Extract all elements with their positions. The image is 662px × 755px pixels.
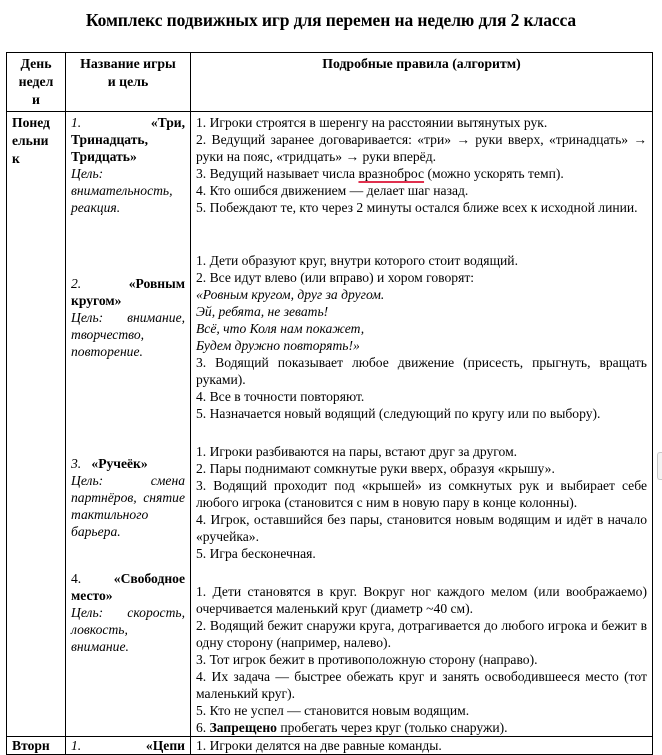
table-header-row xyxy=(7,53,653,112)
game-3-name: 3. «Ручеёк» Цель: смена партнёров, снятие тактильного барьера. xyxy=(71,456,185,539)
chant-line: Всё, что Коля нам покажет, xyxy=(196,321,365,336)
game-1-rules: 1. Игроки строятся в шеренгу на расстоянии вытянутых рук. 2. Ведущий заранее договаривается: «три» → руки вверх, «тринадцать» → руки на пояс, «тридцать» → руки вперёд. 3. Ведущий называет числа вразноброс (можно ускорять темп). 4. Кто ошибся движением — делает шаг назад. 5. Побеждают те, кто через 2 минуты остался ближе всех к исходной линии. xyxy=(196,115,647,215)
game-4-name: 4. «Свободное место» Цель: скорость, ловкость, внимание. xyxy=(71,571,185,654)
header-rules: Подробные правила (алгоритм) xyxy=(191,53,653,112)
games-table xyxy=(6,52,653,755)
document-title: Комплекс подвижных игр для перемен на неделю для 2 класса xyxy=(85,10,577,30)
day-cell-monday: Понед ельни к xyxy=(7,112,66,737)
game-2-goal: Цель: внимание, творчество, повторение. xyxy=(71,310,185,359)
chant-line: Эй, ребята, не зевать! xyxy=(196,304,329,319)
game-3-rules: 1. Игроки разбиваются на пары, встают друг за другом. 2. Пары поднимают сомкнутые руки вверх, образуя «крышу». 3. Водящий проходит под «крышей» из сомкнутых рук и выбирает себе любого игрока (становится с ним в новую пару в конце колонны). 4. Игрок, оставшийся без пары, становится новым водящим и идёт в начало «ручейка». 5. Игра бесконечная. xyxy=(196,444,647,561)
game-4-rules: 1. Дети становятся в круг. Вокруг ног каждого мелом (или воображаемо) очерчивается маленький круг (диаметр ~40 см). 2. Водящий бежит снаружи круга, дотрагивается до любого игрока и бежит в одну сторону (например, налево). 3. Тот игрок бежит в противоположную сторону (направо). 4. Их задача — быстрее обежать круг и занять освободившееся место (тот маленький круг). 5. Кто не успел — становится новым водящим. 6. Запрещено пробегать через круг (только снаружи). xyxy=(196,584,647,735)
game-4-goal: Цель: скорость, ловкость, внимание. xyxy=(71,605,185,654)
chant-line: Будем дружно повторять!» xyxy=(196,338,360,353)
game-rules-cell-tuesday: 1. Игроки делятся на две равные команды. xyxy=(191,737,653,755)
game-names-cell xyxy=(66,112,191,737)
chant-line: «Ровным кругом, друг за другом. xyxy=(196,287,385,302)
side-panel-handle[interactable] xyxy=(657,452,662,480)
game-rules-cell xyxy=(191,112,653,737)
header-day: День недел и xyxy=(7,53,66,112)
day-cell-tuesday: Вторн xyxy=(7,737,66,755)
table-row-monday xyxy=(7,112,653,737)
spellcheck-underlined-word: вразноброс xyxy=(358,166,425,181)
game-2-rules: 1. Дети образуют круг, внутри которого стоит водящий. 2. Все идут влево (или вправо) и хором говорят: «Ровным кругом, друг за другом. Эй, ребята, не зевать! Всё, что Коля нам покажет, Будем дружно повторять!» 3. Водящий показывает любое движение (присесть, прыгнуть, вращать руками). 4. Все в точности повторяют. 5. Назначается новый водящий (следующий по кругу или по выбору). xyxy=(196,253,647,421)
header-name: Название игры и цель xyxy=(66,53,191,112)
game-1-name: 1. «Три, Тринадцать, Тридцать» Цель: внимательность, реакция. xyxy=(71,115,185,215)
game-2-name: 2. «Ровным кругом» Цель: внимание, творчество, повторение. xyxy=(71,276,185,359)
game-3-goal: Цель: смена партнёров, снятие тактильного барьера. xyxy=(71,473,185,539)
game-names-cell-tuesday: 1. «Цепи xyxy=(66,737,191,755)
game-1-goal: Цель: внимательность, реакция. xyxy=(71,166,173,215)
